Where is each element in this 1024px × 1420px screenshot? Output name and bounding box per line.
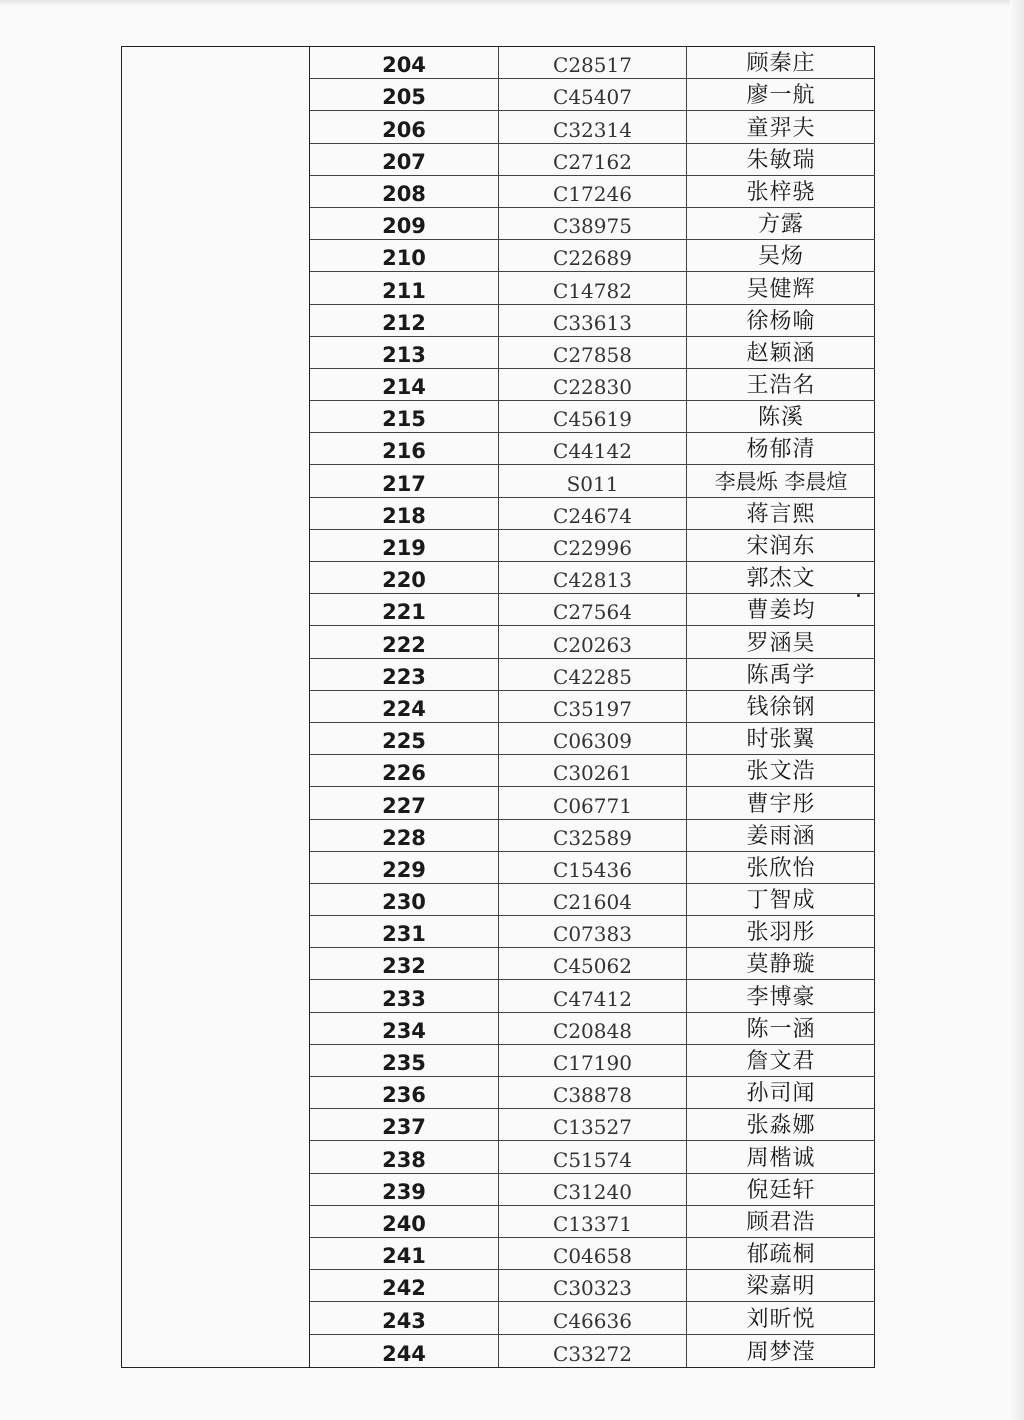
row-number: 243 xyxy=(310,1302,499,1333)
table-row xyxy=(310,1077,875,1109)
table-row xyxy=(310,369,875,401)
row-number: 225 xyxy=(310,723,499,754)
candidate-code: C06309 xyxy=(499,723,687,754)
row-number: 207 xyxy=(310,144,499,175)
row-number: 241 xyxy=(310,1238,499,1269)
candidate-name: 吴健辉 xyxy=(746,276,816,302)
candidate-name: 张文浩 xyxy=(746,759,816,785)
candidate-name: 陈禹学 xyxy=(746,662,816,688)
candidate-name: 周楷诚 xyxy=(746,1145,816,1171)
candidate-name: 梁嘉明 xyxy=(746,1274,816,1300)
row-number: 242 xyxy=(310,1270,499,1301)
table-body xyxy=(310,47,875,1367)
candidate-name: 周梦滢 xyxy=(746,1339,816,1365)
page-top-edge xyxy=(0,0,1024,6)
candidate-code: C07383 xyxy=(499,916,687,947)
candidate-name: 曹宇彤 xyxy=(746,791,816,817)
candidate-name: 宋润东 xyxy=(746,534,816,559)
table-row xyxy=(310,433,875,465)
row-number: 239 xyxy=(310,1174,499,1205)
table-row xyxy=(310,240,875,272)
scan-speck xyxy=(857,594,860,597)
row-number: 211 xyxy=(310,272,499,303)
candidate-name: 张欣怡 xyxy=(746,855,816,881)
row-number: 227 xyxy=(310,787,499,818)
row-number: 208 xyxy=(310,176,499,207)
row-number: 231 xyxy=(310,916,499,947)
candidate-code: C47412 xyxy=(499,980,687,1011)
row-number: 230 xyxy=(310,884,499,915)
candidate-code: C21604 xyxy=(499,884,687,915)
candidate-code: C44142 xyxy=(499,433,687,464)
table-row xyxy=(310,980,875,1012)
table-row xyxy=(310,465,875,497)
table-row xyxy=(310,144,875,176)
row-number: 204 xyxy=(310,47,499,78)
candidate-name: 顾秦庄 xyxy=(746,51,816,77)
table-row xyxy=(310,691,875,723)
candidate-code: C06771 xyxy=(499,787,687,818)
candidate-code: C14782 xyxy=(499,272,687,303)
candidate-code: C45407 xyxy=(499,79,687,110)
candidate-code: C33272 xyxy=(499,1335,687,1367)
table-row xyxy=(310,562,875,594)
row-number: 220 xyxy=(310,562,499,593)
table-row xyxy=(310,1238,875,1270)
table-row xyxy=(310,723,875,755)
candidate-code: C13527 xyxy=(499,1109,687,1140)
table-row xyxy=(310,208,875,240)
candidate-name: 郭杰文 xyxy=(746,566,816,592)
table-row xyxy=(310,1206,875,1238)
candidate-code: C27162 xyxy=(499,144,687,175)
empty-group-column xyxy=(122,47,310,1367)
candidate-name: 杨郁清 xyxy=(746,437,816,463)
candidate-name: 童羿夫 xyxy=(746,115,816,141)
row-number: 217 xyxy=(310,465,499,496)
candidate-code: C28517 xyxy=(499,47,687,78)
candidate-name: 陈一涵 xyxy=(746,1016,816,1042)
candidate-name: 郁疏桐 xyxy=(746,1242,816,1268)
candidate-code: C42285 xyxy=(499,659,687,690)
row-number: 232 xyxy=(310,948,499,979)
table-row xyxy=(310,1141,875,1173)
candidate-name: 钱徐钢 xyxy=(746,694,816,720)
candidate-name: 丁智成 xyxy=(746,888,816,914)
table-row xyxy=(310,272,875,304)
candidate-code: C32314 xyxy=(499,111,687,142)
candidate-code: C13371 xyxy=(499,1206,687,1237)
table-row xyxy=(310,111,875,143)
candidate-code: C30323 xyxy=(499,1270,687,1301)
candidate-code: C31240 xyxy=(499,1174,687,1205)
table-row xyxy=(310,305,875,337)
candidate-code: C45062 xyxy=(499,948,687,979)
candidate-code: C22996 xyxy=(499,530,687,561)
candidate-code: C42813 xyxy=(499,562,687,593)
candidate-code: C17190 xyxy=(499,1045,687,1076)
candidate-code: S011 xyxy=(499,465,687,496)
table-row xyxy=(310,530,875,562)
candidate-name: 詹文君 xyxy=(746,1049,816,1074)
roster-table xyxy=(121,46,875,1368)
table-row xyxy=(310,1302,875,1334)
candidate-name: 曹姜均 xyxy=(746,598,816,624)
table-row xyxy=(310,594,875,626)
row-number: 235 xyxy=(310,1045,499,1076)
row-number: 240 xyxy=(310,1206,499,1237)
candidate-code: C38878 xyxy=(499,1077,687,1108)
table-row xyxy=(310,401,875,433)
row-number: 216 xyxy=(310,433,499,464)
table-row xyxy=(310,1045,875,1077)
row-number: 234 xyxy=(310,1013,499,1044)
candidate-name: 李博豪 xyxy=(746,984,816,1010)
candidate-name: 蒋言熙 xyxy=(746,501,816,527)
page-right-edge xyxy=(1010,0,1024,1420)
candidate-code: C24674 xyxy=(499,498,687,529)
table-row xyxy=(310,659,875,691)
candidate-code: C04658 xyxy=(499,1238,687,1269)
row-number: 210 xyxy=(310,240,499,271)
candidate-name: 姜雨涵 xyxy=(746,823,816,849)
row-number: 205 xyxy=(310,79,499,110)
table-row xyxy=(310,498,875,530)
table-row xyxy=(310,1270,875,1302)
candidate-name: 时张翼 xyxy=(746,727,816,753)
row-number: 226 xyxy=(310,755,499,786)
candidate-code: C27564 xyxy=(499,594,687,625)
row-number: 219 xyxy=(310,530,499,561)
table-row xyxy=(310,337,875,369)
row-number: 237 xyxy=(310,1109,499,1140)
row-number: 212 xyxy=(310,305,499,336)
table-row xyxy=(310,884,875,916)
row-number: 229 xyxy=(310,852,499,883)
row-number: 214 xyxy=(310,369,499,400)
table-row xyxy=(310,755,875,787)
row-number: 238 xyxy=(310,1141,499,1172)
candidate-code: C17246 xyxy=(499,176,687,207)
candidate-code: C51574 xyxy=(499,1141,687,1172)
row-number: 213 xyxy=(310,337,499,368)
candidate-name: 吴炀 xyxy=(757,244,804,270)
candidate-name: 倪廷轩 xyxy=(746,1177,816,1203)
candidate-code: C38975 xyxy=(499,208,687,239)
table-row xyxy=(310,626,875,658)
candidate-code: C46636 xyxy=(499,1302,687,1333)
candidate-name: 李晨烁 李晨煊 xyxy=(714,469,848,494)
candidate-name: 陈溪 xyxy=(757,405,804,431)
candidate-name: 顾君浩 xyxy=(746,1209,816,1235)
table-row xyxy=(310,787,875,819)
candidate-name: 张淼娜 xyxy=(746,1113,816,1139)
candidate-name: 廖一航 xyxy=(746,83,816,109)
candidate-name: 张梓骁 xyxy=(746,179,816,205)
candidate-name: 赵颖涵 xyxy=(746,340,816,366)
table-row xyxy=(310,1013,875,1045)
row-number: 221 xyxy=(310,594,499,625)
candidate-name: 孙司闻 xyxy=(746,1081,816,1107)
candidate-name: 罗涵昊 xyxy=(746,630,816,656)
table-row xyxy=(310,916,875,948)
candidate-code: C27858 xyxy=(499,337,687,368)
row-number: 209 xyxy=(310,208,499,239)
row-number: 233 xyxy=(310,980,499,1011)
table-row xyxy=(310,852,875,884)
candidate-name: 张羽彤 xyxy=(746,920,816,946)
candidate-code: C45619 xyxy=(499,401,687,432)
table-row xyxy=(310,176,875,208)
row-number: 215 xyxy=(310,401,499,432)
table-row xyxy=(310,1109,875,1141)
candidate-name: 朱敏瑞 xyxy=(746,147,816,173)
table-row xyxy=(310,820,875,852)
row-number: 222 xyxy=(310,626,499,657)
row-number: 244 xyxy=(310,1335,499,1367)
row-number: 218 xyxy=(310,498,499,529)
candidate-code: C22689 xyxy=(499,240,687,271)
row-number: 236 xyxy=(310,1077,499,1108)
candidate-code: C15436 xyxy=(499,852,687,883)
candidate-name: 刘昕悦 xyxy=(746,1306,816,1332)
candidate-name: 王浩名 xyxy=(746,373,816,399)
table-row xyxy=(310,79,875,111)
table-row xyxy=(310,1335,875,1367)
row-number: 228 xyxy=(310,820,499,851)
candidate-name: 莫静璇 xyxy=(746,952,816,978)
table-row xyxy=(310,948,875,980)
candidate-code: C33613 xyxy=(499,305,687,336)
candidate-code: C20848 xyxy=(499,1013,687,1044)
candidate-code: C30261 xyxy=(499,755,687,786)
candidate-code: C22830 xyxy=(499,369,687,400)
row-number: 224 xyxy=(310,691,499,722)
table-row xyxy=(310,47,875,79)
candidate-name: 徐杨喻 xyxy=(746,308,816,334)
row-number: 206 xyxy=(310,111,499,142)
table-row xyxy=(310,1174,875,1206)
row-number: 223 xyxy=(310,659,499,690)
candidate-code: C32589 xyxy=(499,820,687,851)
candidate-code: C35197 xyxy=(499,691,687,722)
candidate-code: C20263 xyxy=(499,626,687,657)
candidate-name: 方露 xyxy=(757,212,804,238)
